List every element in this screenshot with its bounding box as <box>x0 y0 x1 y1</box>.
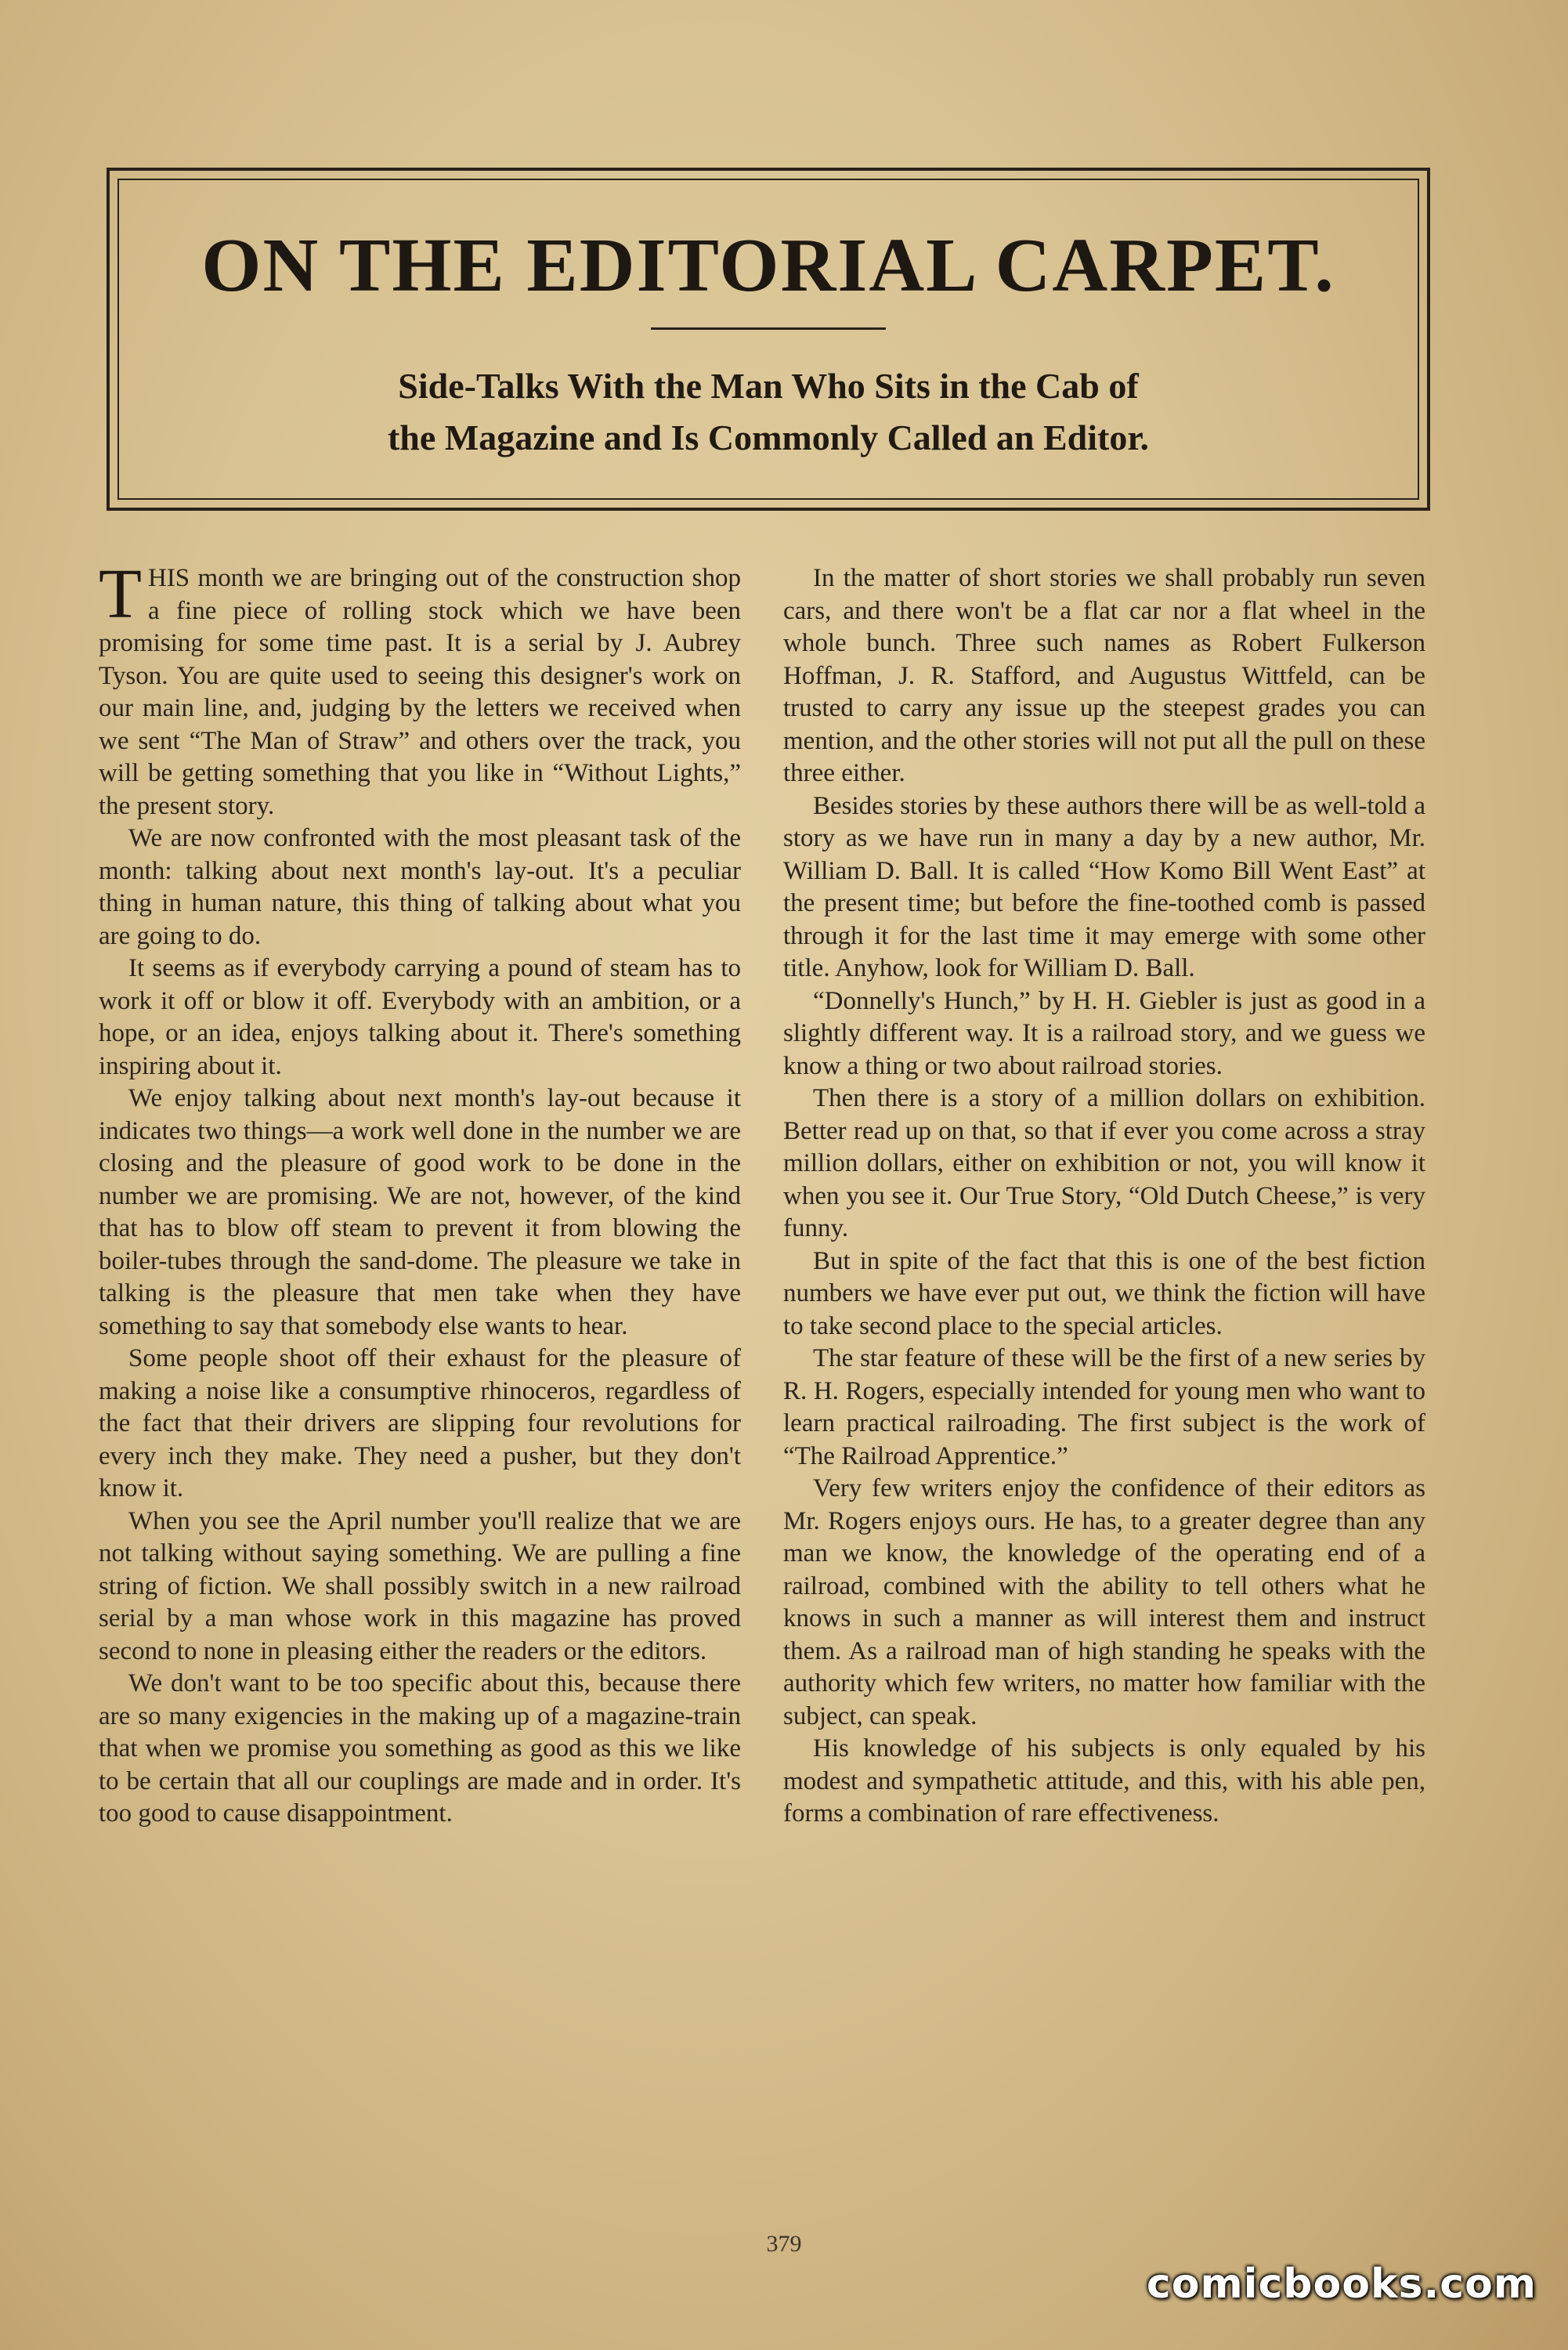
paragraph: In the matter of short stories we shall probably run seven cars, and there won't be a flat car nor a flat wheel in the whole bunch. Three such names as Robert Fulkerson Hoffman, J. R. Stafford, and Augustus Wittfeld, can be trusted to carry any issue up the steepest grades you can mention, and the other stories will not put all the pull on these three either. <box>783 564 1425 787</box>
paragraph: His knowledge of his subjects is only equaled by his modest and sympathetic attitude, and this, with his able pen, forms a combination of rare effectiveness. <box>783 1734 1425 1828</box>
paragraph: Then there is a story of a million dollars on exhibition. Better read up on that, so that if ever you come across a stray million dollars, either on exhibition or not, you will know it when you see it. Our True Story, “Old Dutch Cheese,” is very funny. <box>783 1084 1425 1242</box>
subtitle-line-2: the Magazine and Is Commonly Called an Editor. <box>387 418 1150 457</box>
title-divider <box>651 327 886 330</box>
page-title: ON THE EDITORIAL CARPET. <box>201 223 1335 308</box>
paragraph <box>99 555 741 822</box>
paragraph: But in spite of the fact that this is one of the best fiction numbers we have ever put out, we think the fiction will have to take second place to the special articles. <box>783 1246 1425 1340</box>
paragraph: It seems as if everybody carrying a pound of steam has to work it off or blow it off. Everybody with an ambition, or a hope, or an idea, enjoys talking about it. There's something inspiring about it. <box>99 954 741 1080</box>
paragraph: The star feature of these will be the first of a new series by R. H. Rogers, especially intended for young men who want to learn practical railroading. The first subject is the work of “The Railroad Apprentice.” <box>783 1344 1425 1470</box>
page-number: 379 <box>766 2231 802 2257</box>
paragraph: Some people shoot off their exhaust for the pleasure of making a noise like a consumptive rhinoceros, regardless of the fact that their drivers are slipping four revolutions for every inch they make. They need a pusher, but they don't know it. <box>99 1344 741 1502</box>
header-inner-frame <box>117 179 1419 500</box>
paragraph: We enjoy talking about next month's lay-out because it indicates two things—a work well done in the number we are closing and the pleasure of good work to be done in the number we are promising. We are not, however, of the kind that has to blow off steam to prevent it from blowing the boiler-tubes through the sand-dome. The pleasure we take in talking is the pleasure that men take when they have something to say that somebody else wants to hear. <box>99 1084 741 1340</box>
subtitle-line-1: Side-Talks With the Man Who Sits in the Cab of <box>398 366 1139 406</box>
paragraph: When you see the April number you'll realize that we are not talking without saying something. We are pulling a fine string of fiction. We shall possibly switch in a new railroad serial by a man whose work in this magazine has proved second to none in pleasing either the readers or the editors. <box>99 1506 741 1665</box>
paragraph: We don't want to be too specific about this, because there are so many exigencies in the making up of a magazine-train that when we promise you something as good as this we like to be certain that all our couplings are made and in order. It's too good to cause disappointment. <box>99 1669 741 1828</box>
page-subtitle <box>119 360 1418 464</box>
paragraph: We are now confronted with the most pleasant task of the month: talking about next month's lay-out. It's a peculiar thing in human nature, this thing of talking about what you are going to do. <box>99 824 741 950</box>
paragraph-text: HIS month we are bringing out of the construction shop a fine piece of rolling stock which we have been promising for some time past. It is a serial by J. Aubrey Tyson. You are quite used to seeing this designer's work on our main line, and, judging by the letters we received when we sent “The Man of Straw” and others over the track, you will be getting something that you like in “Without Lights,” the present story. <box>99 564 741 820</box>
left-column <box>99 555 741 1831</box>
watermark-logo: comicbooks.com <box>1146 2261 1537 2308</box>
paragraph: Very few writers enjoy the confidence of their editors as Mr. Rogers enjoys ours. He has, to a greater degree than any man we know, the knowledge of the operating end of a railroad, combined with the ability to tell others what he knows in such a manner as will interest them and instruct them. As a railroad man of high standing he speaks with the authority which few writers, no matter how familiar with the subject, can speak. <box>783 1474 1425 1730</box>
paragraph: “Donnelly's Hunch,” by H. H. Giebler is just as good in a slightly different way. It is a railroad story, and we guess we know a thing or two about railroad stories. <box>783 986 1425 1080</box>
header-box <box>107 168 1430 511</box>
right-column <box>783 562 1425 1831</box>
paragraph: Besides stories by these authors there will be as well-told a story as we have run in many a day by a new author, Mr. William D. Ball. It is called “How Komo Bill Went East” at the present time; but before the fine-toothed comb is passed through it for the last time it may emerge with some other title. Anyhow, look for William D. Ball. <box>783 791 1425 982</box>
drop-cap: T <box>99 555 142 633</box>
